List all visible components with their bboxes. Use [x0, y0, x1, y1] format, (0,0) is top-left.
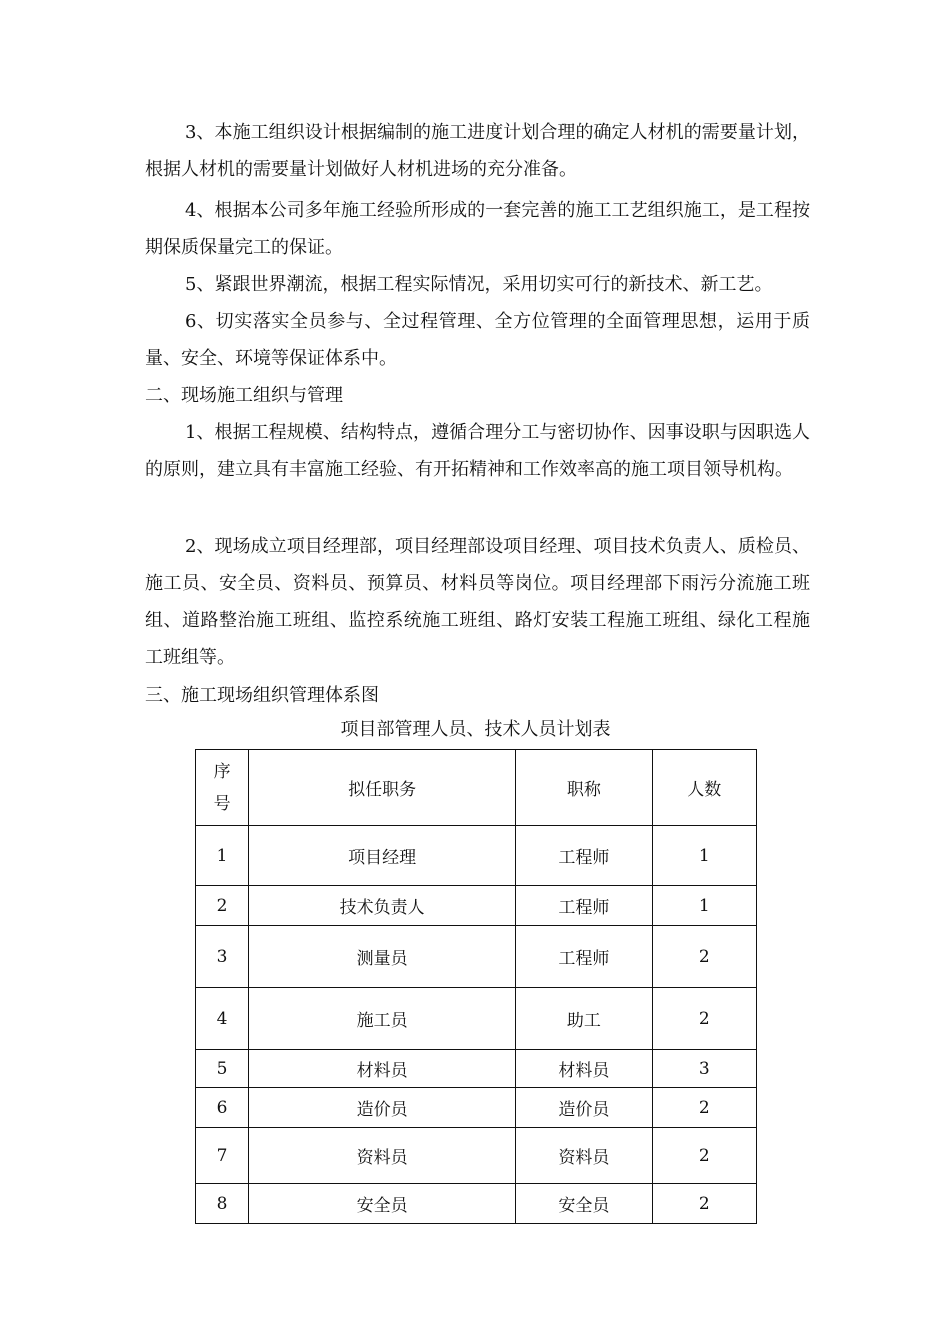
cell-no: 2 — [196, 886, 249, 926]
section2-paragraph-2: 2、现场成立项目经理部，项目经理部设项目经理、项目技术负责人、质检员、施工员、安全员、资料员、预算员、材料员等岗位。项目经理部下雨污分流施工班组、道路整治施工班组、监控系统施工班组、路灯安装工程施工班组、绿化工程施工班组等。 — [145, 536, 810, 668]
header-no-line1: 序 — [213, 761, 231, 782]
table-row — [196, 826, 757, 886]
cell-title: 造价员 — [516, 1088, 652, 1128]
cell-no: 8 — [196, 1184, 249, 1224]
cell-count: 2 — [652, 926, 756, 988]
cell-count: 2 — [652, 1128, 756, 1184]
table-row — [196, 1128, 757, 1184]
cell-role: 造价员 — [249, 1088, 516, 1128]
paragraph-item-3: 3、本施工组织设计根据编制的施工进度计划合理的确定人材机的需要量计划，根据人材机的需要量计划做好人材机进场的充分准备。 — [145, 122, 810, 180]
cell-title: 资料员 — [516, 1128, 652, 1184]
cell-title: 工程师 — [516, 886, 652, 926]
table-row — [196, 1184, 757, 1224]
cell-count: 3 — [652, 1050, 756, 1088]
paragraph-item-5: 5、紧跟世界潮流，根据工程实际情况，采用切实可行的新技术、新工艺。 — [185, 274, 773, 295]
table-row — [196, 886, 757, 926]
cell-count: 2 — [652, 1088, 756, 1128]
header-no — [196, 750, 249, 826]
header-title: 职称 — [516, 750, 652, 826]
section2-paragraph-1: 1、根据工程规模、结构特点，遵循合理分工与密切协作、因事设职与因职选人的原则，建立具有丰富施工经验、有开拓精神和工作效率高的施工项目领导机构。 — [145, 422, 810, 480]
cell-title: 安全员 — [516, 1184, 652, 1224]
table-header-row — [196, 750, 757, 826]
cell-role: 测量员 — [249, 926, 516, 988]
table-caption: 项目部管理人员、技术人员计划表 — [340, 719, 611, 740]
paragraph-item-6: 6、切实落实全员参与、全过程管理、全方位管理的全面管理思想，运用于质量、安全、环境等保证体系中。 — [145, 311, 810, 369]
cell-role: 安全员 — [249, 1184, 516, 1224]
section-heading-2: 二、现场施工组织与管理 — [145, 385, 343, 406]
cell-count: 2 — [652, 988, 756, 1050]
cell-no: 3 — [196, 926, 249, 988]
cell-title: 助工 — [516, 988, 652, 1050]
cell-title: 材料员 — [516, 1050, 652, 1088]
cell-role: 材料员 — [249, 1050, 516, 1088]
cell-role: 资料员 — [249, 1128, 516, 1184]
header-no-line2: 号 — [213, 793, 231, 814]
cell-no: 5 — [196, 1050, 249, 1088]
paragraph-item-4: 4、根据本公司多年施工经验所形成的一套完善的施工工艺组织施工，是工程按期保质保量完工的保证。 — [145, 200, 810, 258]
cell-title: 工程师 — [516, 926, 652, 988]
table-row — [196, 988, 757, 1050]
cell-role: 施工员 — [249, 988, 516, 1050]
cell-no: 7 — [196, 1128, 249, 1184]
cell-count: 1 — [652, 886, 756, 926]
section-heading-3: 三、施工现场组织管理体系图 — [145, 685, 379, 706]
table-row — [196, 926, 757, 988]
cell-role: 项目经理 — [249, 826, 516, 886]
cell-no: 4 — [196, 988, 249, 1050]
staff-plan-table — [195, 749, 757, 1224]
table-row — [196, 1050, 757, 1088]
table-row — [196, 1088, 757, 1128]
cell-count: 1 — [652, 826, 756, 886]
cell-count: 2 — [652, 1184, 756, 1224]
cell-no: 6 — [196, 1088, 249, 1128]
cell-title: 工程师 — [516, 826, 652, 886]
header-count: 人数 — [652, 750, 756, 826]
header-role: 拟任职务 — [249, 750, 516, 826]
cell-role: 技术负责人 — [249, 886, 516, 926]
cell-no: 1 — [196, 826, 249, 886]
